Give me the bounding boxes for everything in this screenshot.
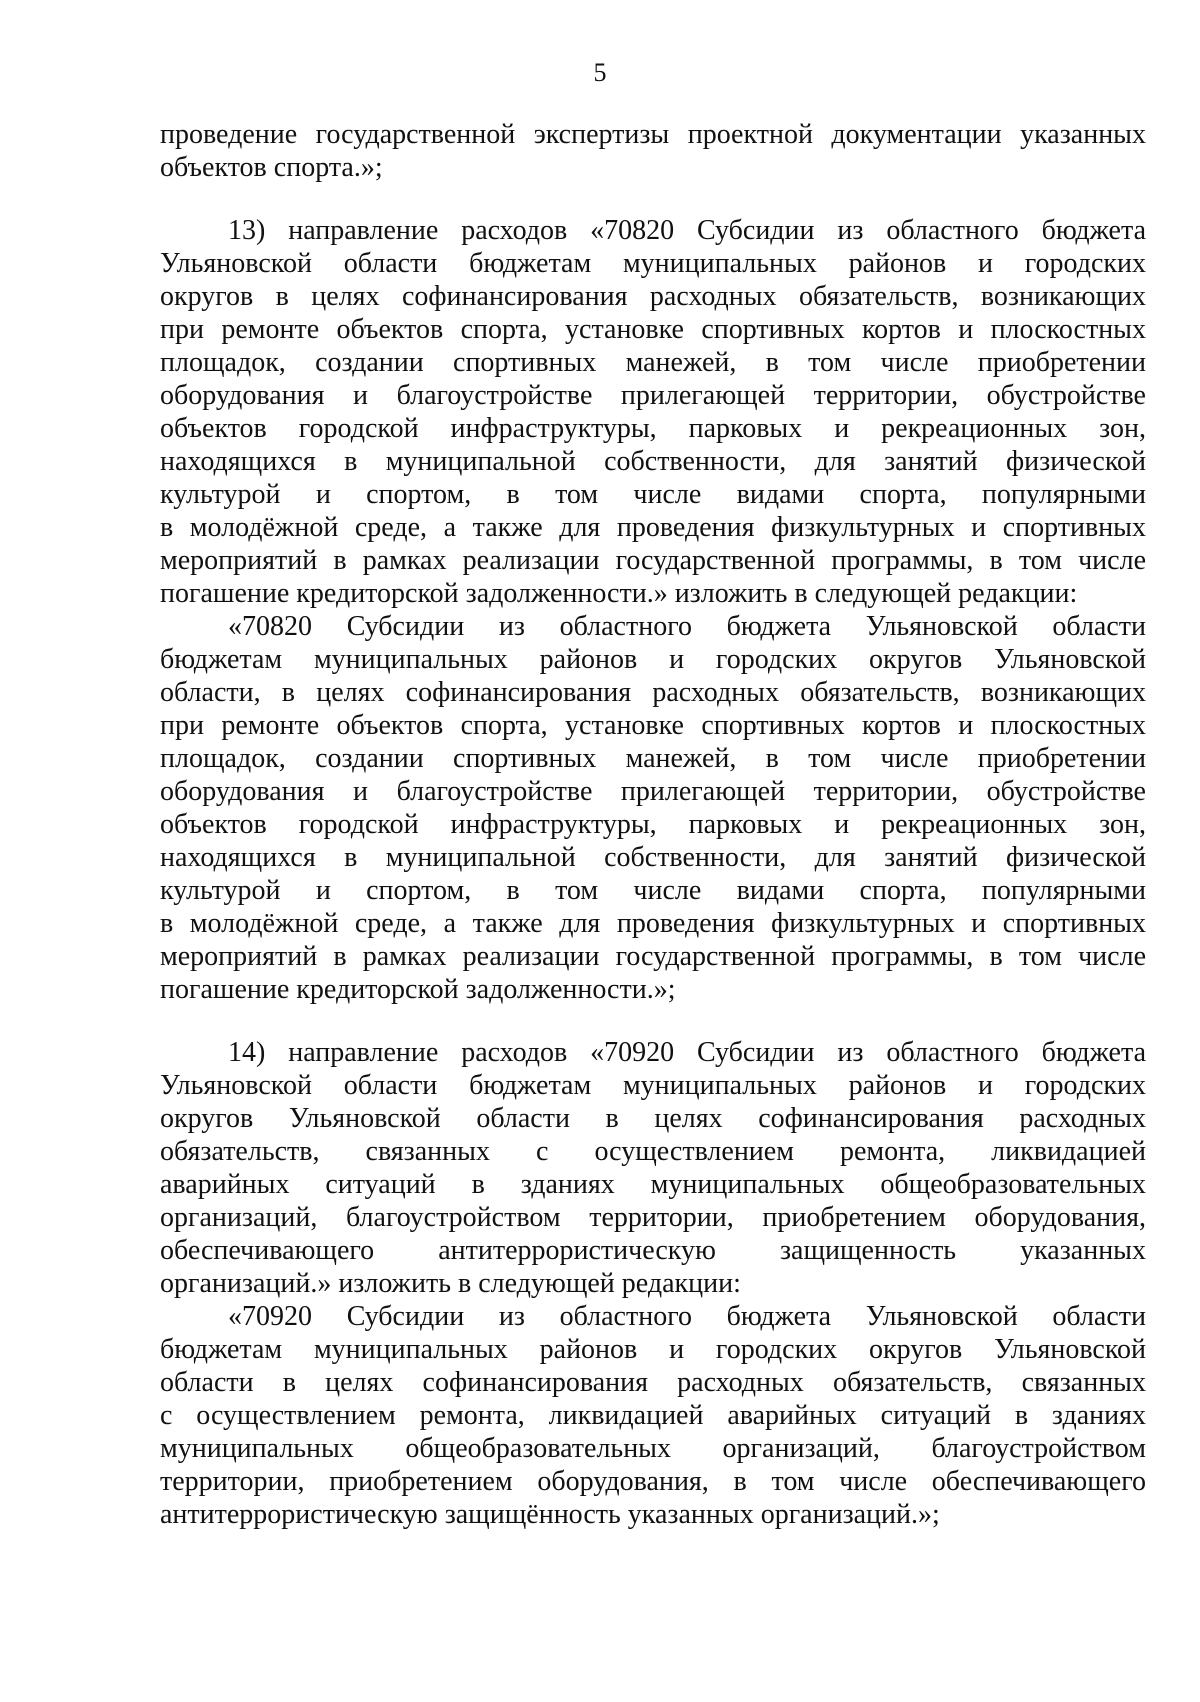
document-body (160, 118, 1146, 1531)
quoted-text-line: погашение кредиторской задолженности.»; (160, 974, 676, 1005)
text-line: обязательств, связанных с осуществлением ремонта, ликвидацией (160, 1136, 1146, 1167)
text-line: находящихся в муниципальной собственности, для занятий физической (160, 446, 1146, 477)
text-line: Ульяновской области бюджетам муниципальных районов и городских (160, 248, 1146, 279)
text-line: аварийных ситуаций в зданиях муниципальных общеобразовательных (160, 1169, 1146, 1200)
quoted-text-line: муниципальных общеобразовательных организаций, благоустройством (160, 1433, 1146, 1464)
paragraph-gap (160, 184, 1146, 214)
text-line: оборудования и благоустройстве прилегающей территории, обустройстве (160, 380, 1146, 411)
quoted-text-line: объектов городской инфраструктуры, парковых и рекреационных зон, (160, 809, 1146, 840)
item-14-heading-line: 14) направление расходов «70920 Субсидии из областного бюджета (228, 1037, 1146, 1068)
text-line: в молодёжной среде, а также для проведения физкультурных и спортивных (160, 512, 1146, 543)
quoted-text-line: территории, приобретением оборудования, в том числе обеспечивающего (160, 1466, 1146, 1497)
quoted-text-line: в молодёжной среде, а также для проведения физкультурных и спортивных (160, 908, 1146, 939)
quoted-text-line: области, в целях софинансирования расходных обязательств, возникающих (160, 677, 1146, 708)
quoted-text-line: с осуществлением ремонта, ликвидацией аварийных ситуаций в зданиях (160, 1400, 1146, 1431)
text-line: объектов городской инфраструктуры, парковых и рекреационных зон, (160, 413, 1146, 444)
quoted-text-line: культурой и спортом, в том числе видами спорта, популярными (160, 875, 1146, 906)
text-line: культурой и спортом, в том числе видами спорта, популярными (160, 479, 1146, 510)
quoted-text-line: «70820 Субсидии из областного бюджета Ульяновской области (228, 611, 1146, 642)
quoted-text-line: оборудования и благоустройстве прилегающей территории, обустройстве (160, 776, 1146, 807)
quoted-text-line: бюджетам муниципальных районов и городских округов Ульяновской (160, 644, 1146, 675)
text-line: площадок, создании спортивных манежей, в том числе приобретении (160, 347, 1146, 378)
quoted-text-line: области в целях софинансирования расходных обязательств, связанных (160, 1367, 1146, 1398)
text-line: проведение государственной экспертизы проектной документации указанных (160, 119, 1146, 150)
text-line: организаций.» изложить в следующей редакции: (160, 1268, 741, 1299)
page-number: 5 (593, 58, 607, 87)
text-line: погашение кредиторской задолженности.» изложить в следующей редакции: (160, 578, 1078, 609)
text-line: Ульяновской области бюджетам муниципальных районов и городских (160, 1070, 1146, 1101)
text-line: организаций, благоустройством территории, приобретением оборудования, (160, 1202, 1146, 1233)
text-line: обеспечивающего антитеррористическую защищенность указанных (160, 1235, 1146, 1266)
paragraph-gap (160, 1006, 1146, 1036)
quoted-text-line: площадок, создании спортивных манежей, в том числе приобретении (160, 743, 1146, 774)
text-line: объектов спорта.»; (160, 152, 383, 183)
quoted-text-line: мероприятий в рамках реализации государственной программы, в том числе (160, 941, 1146, 972)
text-line: мероприятий в рамках реализации государственной программы, в том числе (160, 545, 1146, 576)
quoted-text-line: бюджетам муниципальных районов и городских округов Ульяновской (160, 1334, 1146, 1365)
item-13-heading-line: 13) направление расходов «70820 Субсидии из областного бюджета (228, 215, 1146, 246)
text-line: округов Ульяновской области в целях софинансирования расходных (160, 1103, 1146, 1134)
text-line: округов в целях софинансирования расходных обязательств, возникающих (160, 281, 1146, 312)
quoted-text-line: при ремонте объектов спорта, установке спортивных кортов и плоскостных (160, 710, 1146, 741)
text-line: при ремонте объектов спорта, установке спортивных кортов и плоскостных (160, 314, 1146, 345)
quoted-text-line: находящихся в муниципальной собственности, для занятий физической (160, 842, 1146, 873)
quoted-text-line: «70920 Субсидии из областного бюджета Ульяновской области (228, 1301, 1146, 1332)
quoted-text-line: антитеррористическую защищённость указанных организаций.»; (160, 1499, 940, 1530)
